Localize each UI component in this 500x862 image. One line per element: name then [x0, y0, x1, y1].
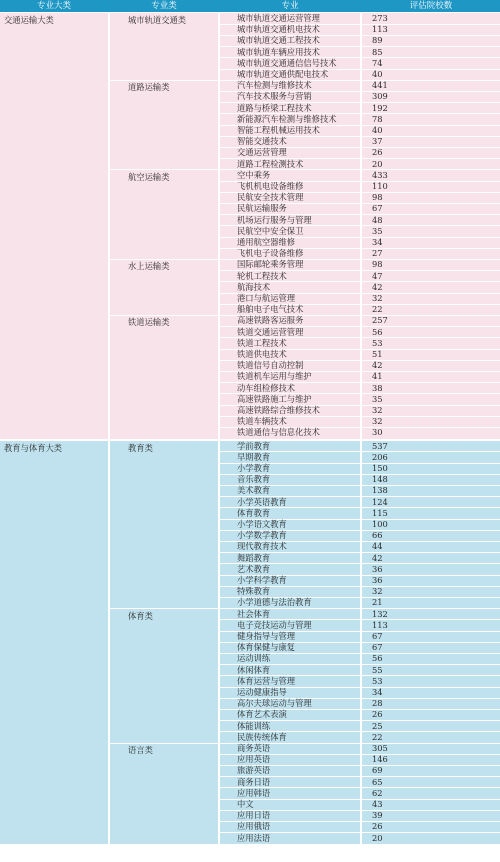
major-name: 学前教育: [237, 440, 271, 451]
major-name: 城市轨道车辆应用技术: [237, 46, 320, 57]
school-count: 22: [372, 304, 383, 315]
column-divider: [108, 13, 110, 439]
school-count: 62: [372, 787, 383, 798]
major-name: 应用俄语: [237, 821, 271, 832]
major-name: 运动健康指导: [237, 687, 287, 697]
school-count: 26: [372, 709, 383, 720]
major-name: 艺术教育: [237, 563, 271, 574]
school-count: 55: [372, 664, 383, 675]
major-name: 铁道工程技术: [237, 337, 287, 348]
school-count: 115: [372, 507, 388, 518]
school-count: 34: [372, 237, 383, 247]
school-count: 78: [372, 113, 383, 124]
major-name: 体能训练: [237, 720, 271, 731]
major-name: 旅游英语: [237, 765, 271, 776]
class-divider: [110, 743, 500, 744]
major-name: 城市轨道交通工程技术: [237, 35, 320, 46]
school-count: 113: [372, 24, 388, 35]
major-name: 商务日语: [237, 776, 271, 787]
school-count: 42: [372, 281, 383, 292]
category-label: 教育与体育大类: [4, 442, 63, 453]
school-count: 47: [372, 270, 383, 281]
major-name: 通用航空器维修: [237, 237, 296, 247]
school-count: 148: [372, 474, 388, 485]
major-name: 道路工程检测技术: [237, 158, 304, 169]
school-count: 146: [372, 754, 388, 765]
school-count: 36: [372, 563, 383, 574]
column-divider: [108, 441, 110, 844]
school-count: 89: [372, 35, 383, 46]
class-label: 语言类: [128, 745, 153, 755]
school-count: 69: [372, 765, 383, 776]
school-count: 44: [372, 541, 383, 552]
school-count: 36: [372, 575, 383, 585]
school-count: 305: [372, 743, 388, 753]
major-name: 应用韩语: [237, 787, 271, 798]
school-count: 20: [372, 832, 383, 843]
school-count: 48: [372, 214, 383, 225]
school-count: 26: [372, 821, 383, 832]
major-name: 商务英语: [237, 743, 271, 753]
major-name: 应用英语: [237, 754, 271, 765]
school-count: 27: [372, 248, 383, 259]
school-count: 22: [372, 731, 383, 742]
class-divider: [110, 315, 500, 316]
school-count: 53: [372, 675, 383, 686]
school-count: 28: [372, 698, 383, 709]
major-name: 机场运行服务与管理: [237, 214, 312, 225]
major-name: 美术教育: [237, 485, 271, 496]
major-name: 休闲体育: [237, 664, 271, 675]
major-name: 城市轨道交通运营管理: [237, 13, 320, 23]
major-name: 社会体育: [237, 608, 271, 619]
major-name: 汽车技术服务与营销: [237, 91, 312, 102]
school-count: 309: [372, 91, 388, 102]
major-name: 体育保健与康复: [237, 642, 296, 653]
major-name: 体育艺术表演: [237, 709, 287, 720]
school-count: 67: [372, 203, 383, 214]
school-count: 56: [372, 326, 383, 337]
class-label: 教育类: [128, 442, 153, 453]
class-divider: [110, 259, 500, 260]
major-name: 铁道供电技术: [237, 349, 287, 359]
school-count: 113: [372, 619, 388, 630]
major-name: 小学科学教育: [237, 575, 287, 585]
school-count: 32: [372, 405, 383, 415]
school-count: 85: [372, 46, 383, 57]
class-label: 航空运输类: [128, 171, 170, 182]
major-name: 民航空中安全保卫: [237, 225, 304, 236]
school-count: 40: [372, 125, 383, 135]
school-count: 132: [372, 608, 388, 619]
major-name: 小学道德与法治教育: [237, 597, 312, 608]
major-name: 铁道通信与信息化技术: [237, 427, 320, 438]
school-count: 35: [372, 225, 383, 236]
school-count: 124: [372, 496, 388, 507]
major-name: 新能源汽车检测与维修技术: [237, 113, 337, 124]
school-count: 21: [372, 597, 383, 608]
school-count: 26: [372, 147, 383, 158]
table-header: [0, 0, 500, 12]
major-name: 铁道交通运营管理: [237, 326, 304, 337]
major-name: 小学语文教育: [237, 519, 287, 529]
major-name: 道路与桥梁工程技术: [237, 102, 312, 113]
major-name: 中文: [237, 799, 254, 809]
school-count: 138: [372, 485, 388, 496]
major-name: 运动训练: [237, 653, 271, 664]
major-name: 音乐教育: [237, 474, 271, 485]
major-name: 健身指导与管理: [237, 631, 296, 641]
major-name: 城市轨道交通机电技术: [237, 24, 320, 35]
school-count: 32: [372, 416, 383, 427]
school-count: 56: [372, 653, 383, 664]
school-count: 206: [372, 451, 388, 462]
school-count: 25: [372, 720, 383, 731]
major-name: 高速铁路施工与维护: [237, 393, 312, 404]
school-count: 257: [372, 315, 388, 326]
school-count: 42: [372, 360, 383, 371]
major-name: 高速铁路客运服务: [237, 315, 304, 326]
major-name: 城市轨道交通通信信号技术: [237, 57, 337, 68]
school-count: 51: [372, 349, 383, 359]
school-count: 37: [372, 136, 383, 147]
major-name: 高速铁路综合维修技术: [237, 405, 320, 415]
major-name: 航海技术: [237, 281, 271, 292]
school-count: 110: [372, 181, 388, 191]
major-name: 城市轨道交通供配电技术: [237, 69, 329, 79]
header-major: 专业: [281, 1, 299, 11]
school-count: 192: [372, 102, 388, 113]
major-name: 智能交通技术: [237, 136, 287, 147]
row-divider: [220, 799, 500, 800]
major-name: 港口与航运管理: [237, 293, 296, 303]
school-count: 43: [372, 799, 383, 809]
major-name: 小学数学教育: [237, 530, 287, 541]
major-name: 体育教育: [237, 507, 271, 518]
class-label: 道路运输类: [128, 82, 170, 93]
major-name: 船舶电子电气技术: [237, 304, 304, 315]
school-count: 40: [372, 69, 383, 79]
header-count: 评估院校数: [409, 1, 453, 11]
major-name: 高尔夫球运动与管理: [237, 698, 312, 709]
major-name: 铁道机车运用与维护: [237, 371, 312, 382]
class-label: 铁道运输类: [128, 317, 170, 328]
major-name: 飞机机电设备维修: [237, 181, 304, 191]
school-count: 67: [372, 642, 383, 653]
school-count: 42: [372, 552, 383, 563]
class-label: 城市轨道交通类: [128, 15, 187, 25]
major-name: 应用日语: [237, 810, 271, 821]
school-count: 67: [372, 631, 383, 641]
major-name: 应用法语: [237, 832, 271, 843]
header-category: 专业大类: [36, 1, 71, 11]
school-count: 441: [372, 80, 388, 91]
school-count: 98: [372, 259, 383, 270]
school-count: 98: [372, 192, 383, 203]
major-name: 动车组检修技术: [237, 382, 296, 393]
major-name: 铁道信号自动控制: [237, 360, 304, 371]
major-name: 智能工程机械运用技术: [237, 125, 320, 135]
school-count: 38: [372, 382, 383, 393]
major-name: 国际邮轮乘务管理: [237, 259, 304, 270]
school-count: 39: [372, 810, 383, 821]
major-name: 民航安全技术管理: [237, 192, 304, 203]
major-name: 汽车检测与维修技术: [237, 80, 312, 91]
school-count: 74: [372, 57, 383, 68]
school-count: 53: [372, 337, 383, 348]
school-count: 34: [372, 687, 383, 697]
major-name: 民航运输服务: [237, 203, 287, 214]
major-name: 舞蹈教育: [237, 552, 271, 563]
class-divider: [110, 608, 500, 609]
major-name: 现代教育技术: [237, 541, 287, 552]
major-name: 民族传统体育: [237, 731, 287, 742]
school-count: 433: [372, 169, 388, 180]
major-name: 交通运营管理: [237, 147, 287, 158]
major-name: 小学英语教育: [237, 496, 287, 507]
major-name: 特殊教育: [237, 586, 271, 597]
major-name: 小学教育: [237, 463, 271, 473]
school-count: 30: [372, 427, 383, 438]
major-name: 空中乘务: [237, 169, 271, 180]
school-count: 35: [372, 393, 383, 404]
school-count: 100: [372, 519, 388, 529]
school-count: 273: [372, 13, 388, 23]
major-name: 飞机电子设备维修: [237, 248, 304, 259]
class-label: 水上运输类: [128, 261, 170, 272]
major-name: 铁道车辆技术: [237, 416, 287, 427]
school-count: 20: [372, 158, 383, 169]
school-count: 150: [372, 463, 388, 473]
school-count: 537: [372, 440, 388, 451]
class-label: 体育类: [128, 610, 153, 621]
school-count: 65: [372, 776, 383, 787]
school-count: 66: [372, 530, 383, 541]
category-label: 交通运输大类: [4, 15, 54, 25]
major-name: 电子竞技运动与管理: [237, 619, 312, 630]
header-class: 专业类: [151, 1, 177, 11]
school-count: 32: [372, 293, 383, 303]
major-name: 轮机工程技术: [237, 270, 287, 281]
class-divider: [110, 169, 500, 170]
school-count: 32: [372, 586, 383, 597]
school-count: 41: [372, 371, 383, 382]
major-name: 早期教育: [237, 451, 271, 462]
major-name: 体育运营与管理: [237, 675, 296, 686]
